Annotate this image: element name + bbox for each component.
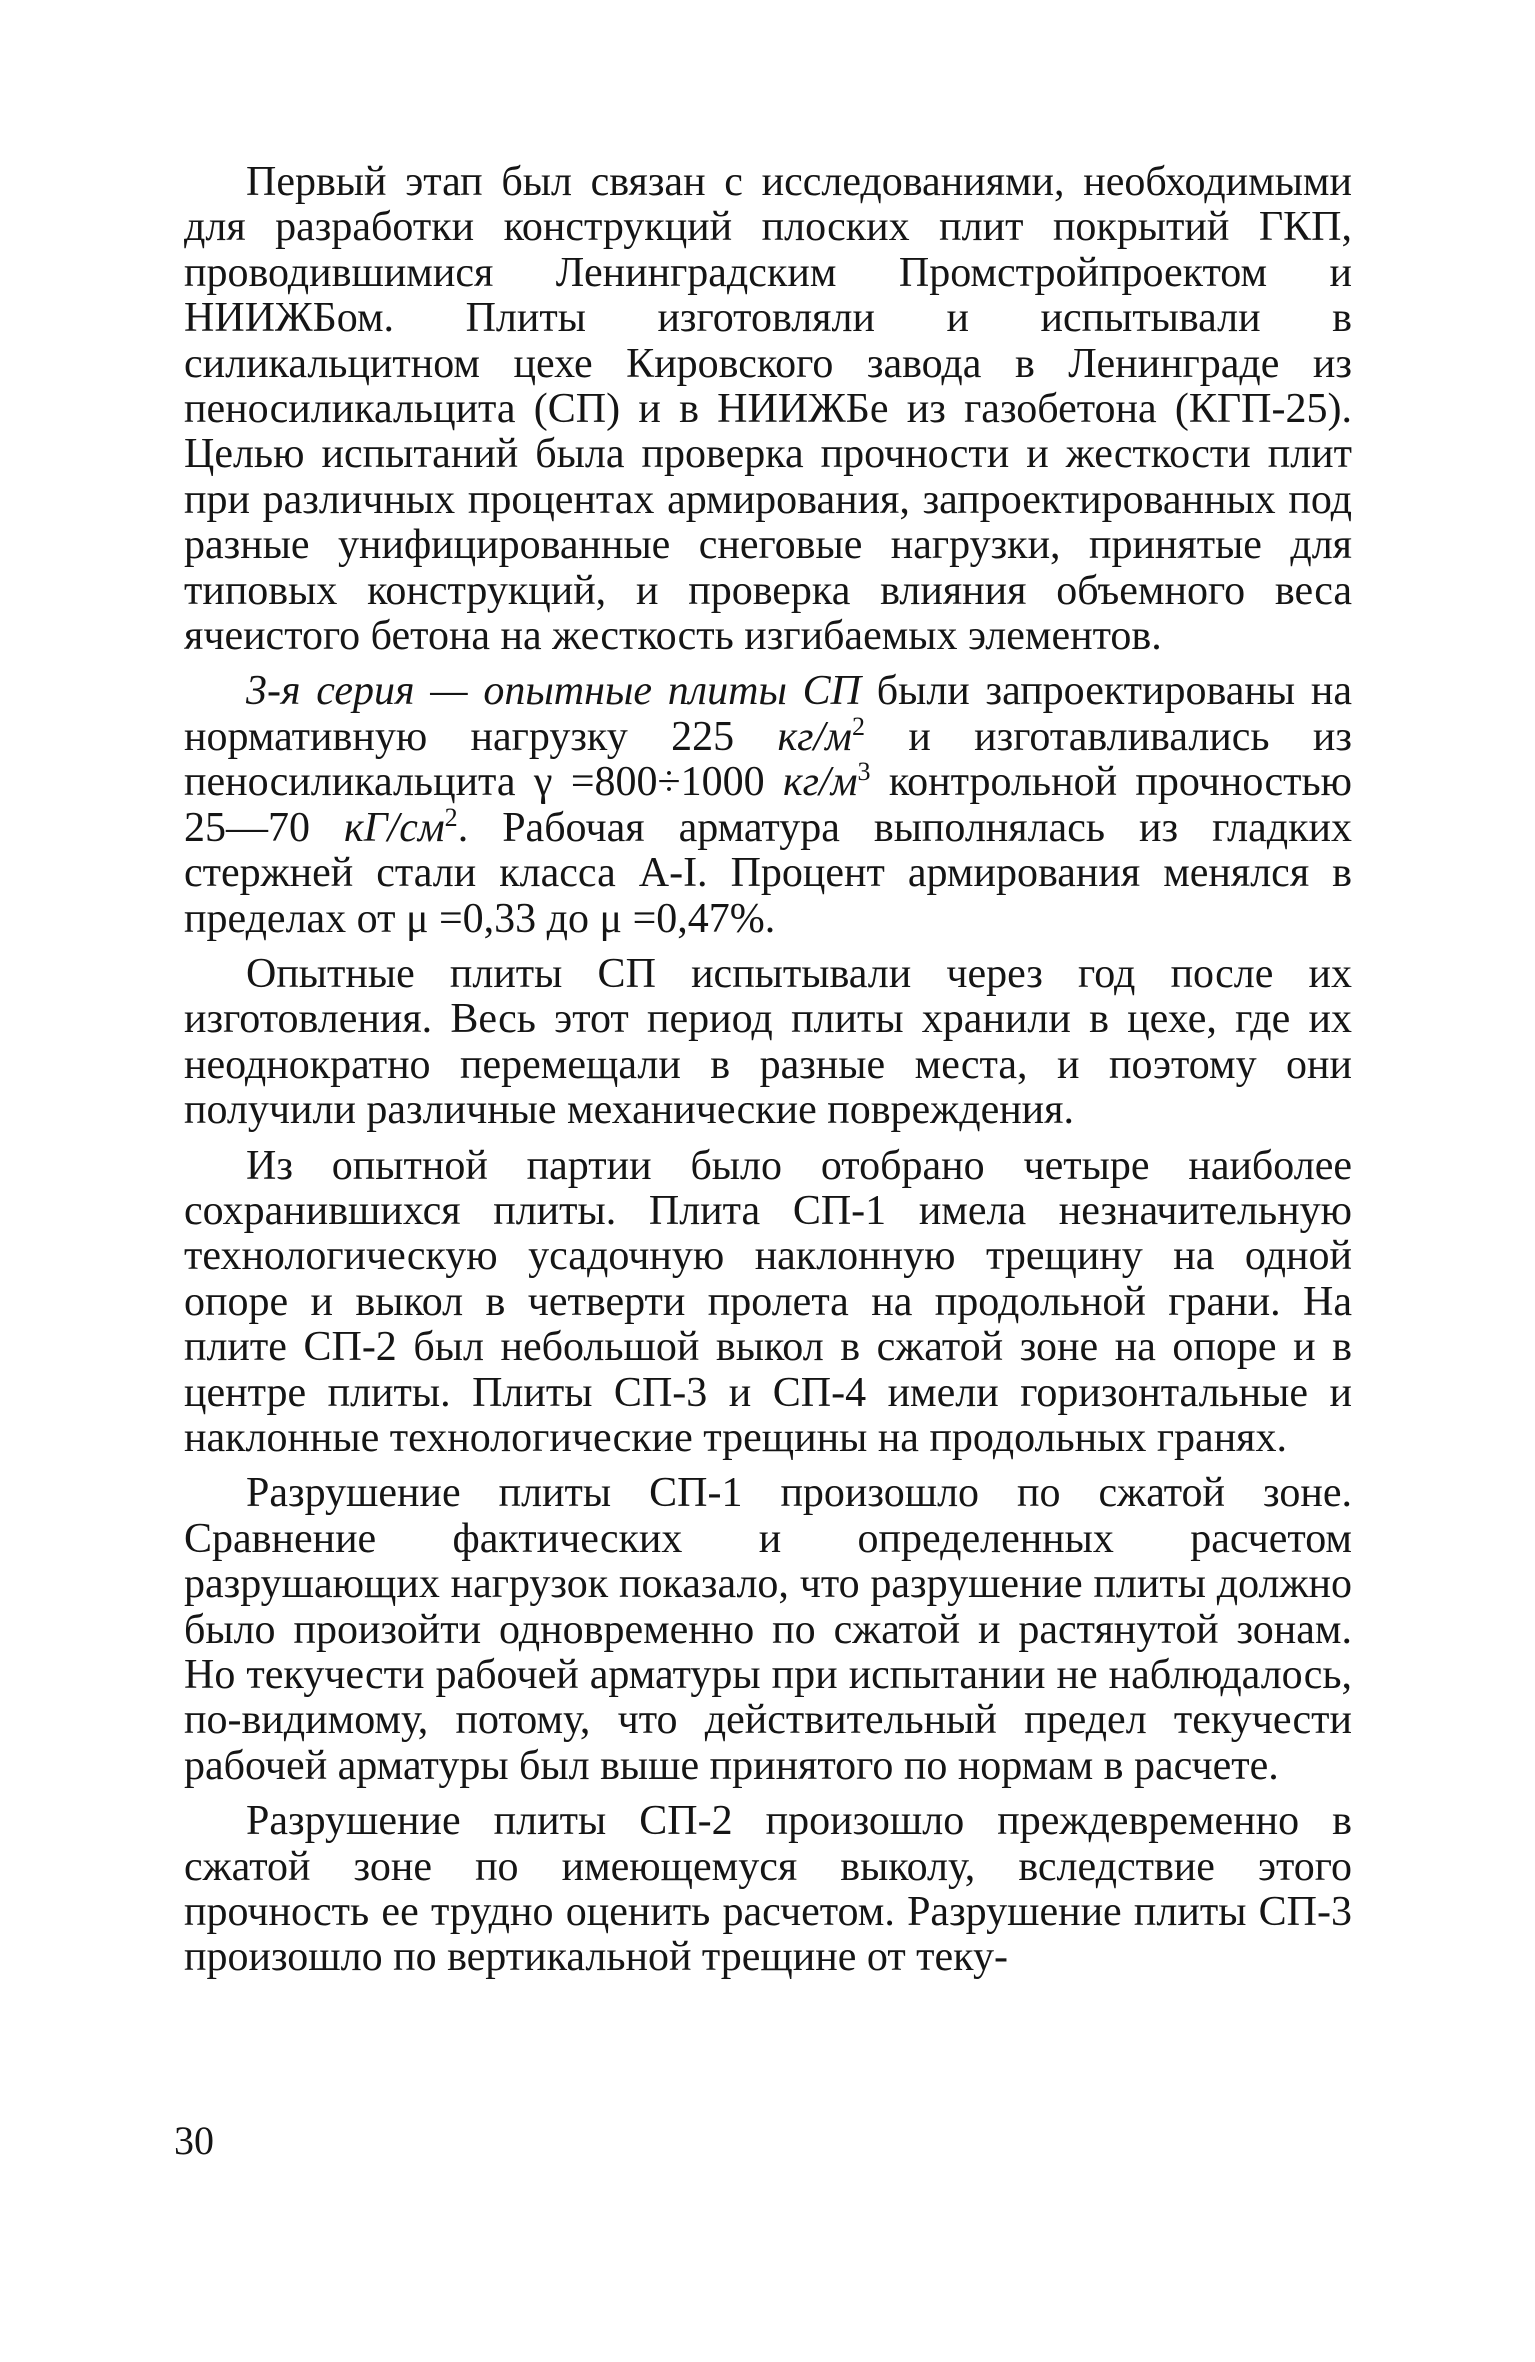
unit-exponent: 2 <box>851 711 865 741</box>
unit-exponent: 3 <box>857 757 871 787</box>
page-number: 30 <box>174 2118 214 2163</box>
text-segment: были запроектированы на нормативную нагрузку 225 <box>184 668 1352 760</box>
unit-label: кГ/см <box>344 804 445 851</box>
unit-exponent: 2 <box>444 802 458 832</box>
unit-label: кг/м <box>783 759 858 806</box>
paragraph-series-3 <box>184 669 1352 941</box>
text-segment: и изготавливались из пеносиликальцита γ =800÷1000 <box>184 713 1352 806</box>
paragraph-lead-italic: 3-я серия — опытные плиты СП <box>246 668 861 715</box>
text-segment: . Рабочая арматура выполнялась из гладких стержней стали класса A-I. Процент армирования менялся в пределах от μ =0,33 до μ =0,47%. <box>184 804 1353 942</box>
page-body <box>184 160 1352 1991</box>
text-segment: контрольной прочностью 25—70 <box>184 759 1352 851</box>
paragraph-storage: Опытные плиты СП испытывали через год после их изготовления. Весь этот период плиты хранили в цехе, где их неоднократно перемещали в разные места, и поэтому они получили различные механические повреждения. <box>184 950 1352 1134</box>
paragraph-failure-sp1: Разрушение плиты СП-1 произошло по сжатой зоне. Сравнение фактических и определенных расчетом разрушающих нагрузок показало, что разрушение плиты должно было произойти одновременно по сжатой и растянутой зонам. Но текучести рабочей арматуры при испытании не наблюдалось, по-видимому, потому, что действительный предел текучести рабочей арматуры был выше принятого по нормам в расчете. <box>184 1470 1352 1789</box>
paragraph-selection: Из опытной партии было отобрано четыре наиболее сохранившихся плиты. Плита СП-1 имела незначительную технологическую усадочную наклонную трещину на одной опоре и выкол в четверти пролета на продольной грани. На плите СП-2 был небольшой выкол в сжатой зоне на опоре и в центре плиты. Плиты СП-3 и СП-4 имели горизонтальные и наклонные технологические трещины на продольных гранях. <box>184 1142 1352 1461</box>
unit-label: кг/м <box>777 713 852 760</box>
paragraph-first-stage: Первый этап был связан с исследованиями, необходимыми для разработки конструкций плоских плит покрытий ГКП, проводившимися Ленинградским Промстройпроектом и НИИЖБом. Плиты изготовляли и испытывали в силикальцитном цехе Кировского завода в Ленинграде из пеносиликальцита (СП) и в НИИЖБе из газобетона (КГП-25). Целью испытаний была проверка прочности и жесткости плит при различных процентах армирования, запроектированных под разные унифицированные снеговые нагрузки, принятые для типовых конструкций, и проверка влияния объемного веса ячеистого бетона на жесткость изгибаемых элементов. <box>184 159 1352 660</box>
paragraph-failure-sp2: Разрушение плиты СП-2 произошло преждевременно в сжатой зоне по имеющемуся выколу, вследствие этого прочность ее трудно оценить расчетом. Разрушение плиты СП-3 произошло по вертикальной трещине от теку- <box>184 1798 1352 1981</box>
